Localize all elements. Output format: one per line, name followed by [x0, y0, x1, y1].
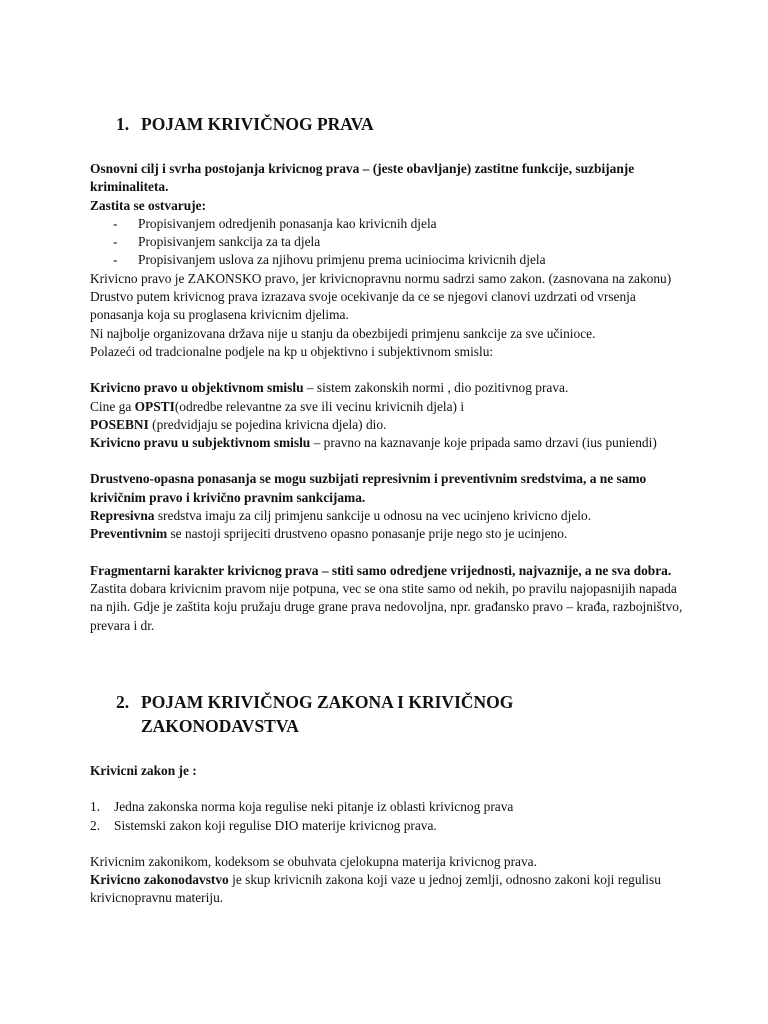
represivna-text: sredstva imaju za cilj primjenu sankcije u odnosu na vec ucinjeno krivicno djelo. [154, 508, 592, 524]
preventivnim-text: se nastoji sprijeciti drustveno opasno ponasanje prije nego sto je ucinjeno. [167, 526, 568, 542]
objektivni-paragraph [90, 379, 690, 397]
list-text: Sistemski zakon koji regulise DIO materije krivicnog prava. [114, 817, 437, 833]
list-number: 1. [90, 799, 101, 815]
section-2-number: 2. [116, 692, 130, 712]
list-text: Jedna zakonska norma koja regulise neki pitanje iz oblasti krivicnog prava [114, 799, 514, 815]
drustvo-paragraph: Drustvo putem krivicnog prava izrazava svoje ocekivanje da ce se njegovi clanovi uzdrzati od vrsenja ponasanja koja su proglasena krivicnim djelima. [90, 289, 636, 323]
drustveno-bold: Drustveno-opasna ponasanja se mogu suzbijati represivnim i preventivnim sredstvima, a ne samo krivičnim pravo i krivično pravnim sankcijama. [90, 471, 647, 505]
list-item: - Propisivanjem uslova za njihovu primjenu prema uciniocima krivicnih djela [90, 251, 690, 269]
objektivni-text: – sistem zakonskih normi , dio pozitivnog prava. [303, 380, 569, 396]
posebni-bold: POSEBNI [90, 416, 149, 432]
section-2-title: POJAM KRIVIČNOG ZAKONA I KRIVIČNOG ZAKONODAVSTVA [141, 692, 514, 736]
cine-paragraph [90, 398, 690, 416]
zakonsko-paragraph: Krivicno pravo je ZAKONSKO pravo, jer krivicnopravnu normu sadrzi samo zakon. (zasnovana na zakonu) [90, 270, 672, 286]
spacer [90, 452, 690, 470]
spacer [90, 544, 690, 562]
fragment-text: Zastita dobara krivicnim pravom nije potpuna, vec se ona stite samo od nekih, po pravilu najopasnijih napada na njih. Gdje je zaštita koju pružaju druge grane prava nedovoljna, npr. građansko pravo – krađa, razbojništvo, prevara i dr. [90, 580, 683, 633]
zakonodavstvo-text: je skup krivicnih zakona koji vaze u jednoj zemlji, odnosno zakoni koji regulisu krivicnopravnu materiju. [90, 872, 661, 906]
list-item [90, 798, 690, 816]
spacer [90, 780, 690, 798]
section-1-heading [116, 112, 551, 136]
list-item: - Propisivanjem sankcija za ta djela [90, 233, 690, 251]
section-1-number: 1. [116, 114, 130, 134]
polazeci-paragraph: Polazeći od tradcionalne podjele na kp u objektivno i subjektivnom smislu: [90, 343, 494, 359]
opsti-bold: OPSTI [134, 398, 175, 414]
section-2-body [90, 762, 690, 908]
section-1-body [90, 160, 690, 635]
zastita-label-text: Zastita se ostvaruje: [90, 197, 207, 213]
subjektivni-text: – pravno na kaznavanje koje pripada samo drzavi (ius puniendi) [310, 435, 657, 451]
spacer [90, 835, 690, 853]
opsti-text: (odredbe relevantne za sve ili vecinu krivicnih djela) i [174, 398, 465, 414]
zakonodavstvo-paragraph [90, 871, 690, 908]
zakon-list [90, 798, 690, 835]
posebni-paragraph [90, 416, 690, 434]
kodeks-paragraph: Krivicnim zakonikom, kodeksom se obuhvata cjelokupna materija krivicnog prava. [90, 853, 537, 869]
list-number: 2. [90, 817, 101, 833]
drzava-paragraph: Ni najbolje organizovana država nije u stanju da obezbijedi primjenu sankcije za sve učinioce. [90, 325, 596, 341]
intro-paragraph [90, 160, 690, 197]
drustveno-paragraph [90, 470, 690, 507]
objektivni-bold: Krivicno pravo u objektivnom smislu [90, 380, 304, 396]
zastita-list [90, 215, 690, 270]
fragment-paragraph [90, 562, 690, 635]
represivna-paragraph [90, 507, 690, 525]
fragment-bold: Fragmentarni karakter krivicnog prava – stiti samo odredjene vrijednosti, najvaznije, a ne sva dobra. [90, 562, 672, 578]
subjektivni-bold: Krivicno pravu u subjektivnom smislu [90, 435, 311, 451]
zakonodavstvo-bold: Krivicno zakonodavstvo [90, 872, 229, 888]
subjektivni-paragraph [90, 434, 690, 452]
preventivnim-paragraph [90, 525, 690, 543]
list-item [90, 817, 690, 835]
cine-text: Cine ga [90, 398, 135, 414]
zastita-label [90, 197, 690, 215]
posebni-text: (predvidjaju se pojedina krivicna djela) dio. [148, 416, 387, 432]
zakon-label [90, 762, 690, 780]
represivna-bold: Represivna [90, 508, 155, 524]
list-item: - Propisivanjem odredjenih ponasanja kao krivicnih djela [90, 215, 690, 233]
section-1-title: POJAM KRIVIČNOG PRAVA [141, 114, 374, 134]
intro-bold-text: Osnovni cilj i svrha postojanja krivicnog prava – (jeste obavljanje) zastitne funkcije, suzbijanje kriminaliteta. [90, 161, 635, 195]
zakon-label-text: Krivicni zakon je : [90, 763, 197, 778]
spacer [90, 361, 690, 379]
preventivnim-bold: Preventivnim [90, 526, 168, 542]
section-2-heading [116, 690, 551, 738]
